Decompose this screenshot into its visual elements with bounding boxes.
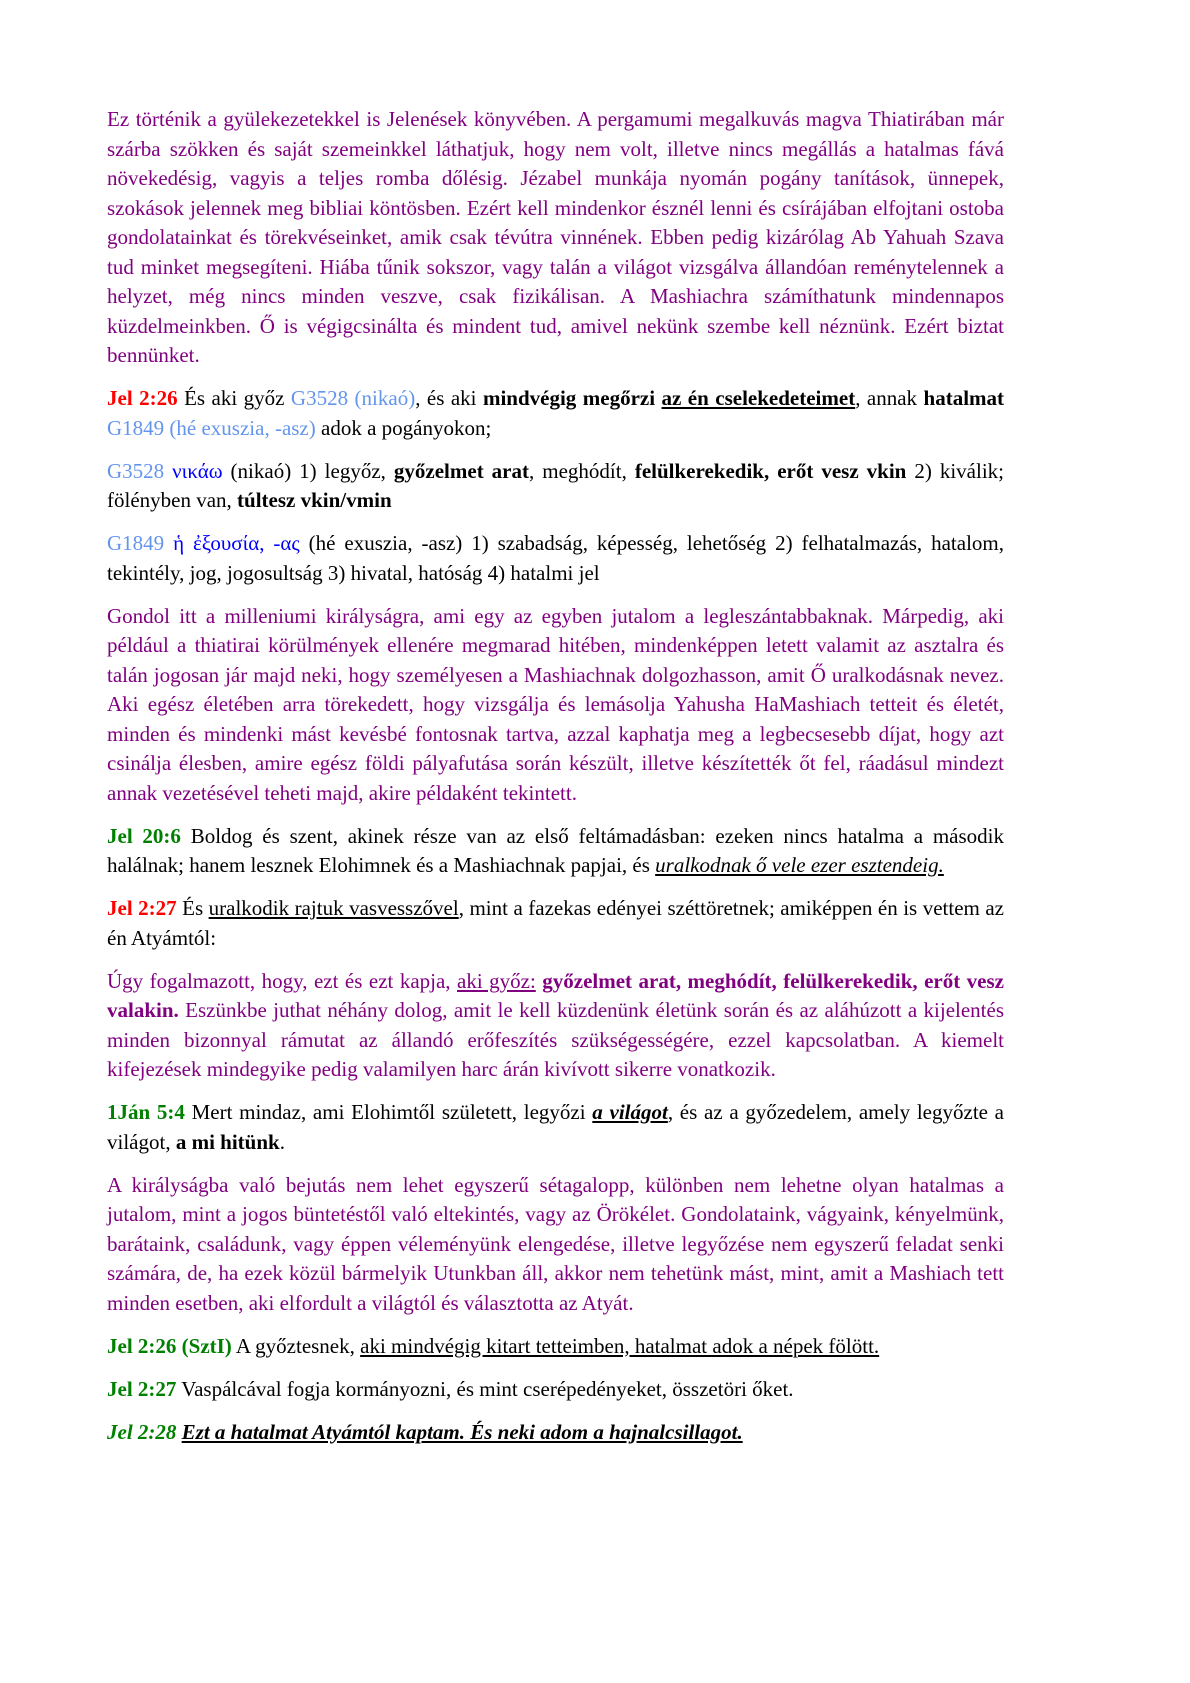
text-segment: Ezt a hatalmat Atyámtól kaptam. És neki adom a hajnalcsillagot. bbox=[181, 1419, 743, 1444]
text-segment: , és az a győzedelem, amely legyőzte a világot, bbox=[107, 1100, 1005, 1154]
text-segment: adok a pogányokon; bbox=[315, 415, 492, 440]
paragraph bbox=[107, 1171, 1004, 1319]
text-segment: győzelmet arat bbox=[393, 458, 530, 483]
text-segment: az én cselekedeteimet bbox=[661, 386, 856, 410]
text-segment: Vaspálcával fogja kormányozni, és mint cserépedényeket, összetöri őket. bbox=[176, 1376, 794, 1401]
paragraph bbox=[107, 529, 1004, 588]
text-segment: Mert mindaz, ami Elohimtől született, legyőzi bbox=[184, 1100, 593, 1124]
text-segment bbox=[164, 531, 173, 555]
paragraph bbox=[107, 822, 1004, 881]
text-segment: Ez történik a gyülekezetekkel is Jelenések könyvében. A pergamumi megalkuvás magva Thiatirában már szárba szökken és saját szemeinkkel láthatjuk, hogy nem volt, illetve nincs megállás a hatalmas fává növekedésig, vagyis a teljes romba dőlésig. Jézabel munkája nyomán pogány tanítások, ünnepek, szokások jelennek meg bibliai köntösben. Ezért kell mindenkor észnél lenni és csírájában elfojtani ostoba gondolatainkat és törekvéseinket, amik csak tévútra vinnének. Ebben pedig kizárólag Ab Yahuah Szava tud minket megsegíteni. Hiába tűnik sokszor, vagy talán a világot vizsgálva állandóan reménytelennek a helyzet, még nincs minden veszve, csak fizikálisan. A Mashiachra számíthatunk mindennapos küzdelmeinkben. Ő is végigcsinálta és mindent tud, amivel nekünk szembe kell néznünk. Ezért biztat bennünket. bbox=[107, 107, 1004, 367]
strong-reference: G1849 (hé exuszia, -asz) bbox=[107, 415, 316, 440]
text-segment bbox=[164, 459, 172, 483]
text-segment: (nikaó) 1) legyőz, bbox=[222, 458, 394, 483]
strong-reference: G3528 bbox=[107, 458, 165, 483]
paragraph bbox=[107, 1418, 1004, 1448]
text-segment: (hé exuszia, -asz) 1) szabadság, képesség, lehetőség 2) felhatalmazás, hatalom, tekintély, jog, jogosultság 3) hivatal, hatóság 4) hatalmi jel bbox=[107, 531, 1004, 585]
paragraph bbox=[107, 1332, 1004, 1362]
text-segment: A királyságba való bejutás nem lehet egyszerű sétagalopp, különben nem lehetne olyan hatalmas a jutalom, mint a jogos büntetéstől való eltekintés, vagy az Örökélet. Gondolataink, vágyaink, kényelmünk, barátaink, családunk, vagy éppen véleményünk elengedése, illetve legyőzése nem egyszerű feladat senki számára, de, ha ezek közül bármelyik Utunkban áll, akkor nem tehetünk mást, mint, amit a Mashiach tett minden esetben, aki elfordult a világtól és választotta az Atyát. bbox=[107, 1172, 1004, 1315]
verse-reference: Jel 2:26 bbox=[107, 386, 178, 410]
paragraph bbox=[107, 384, 1004, 443]
verse-reference: 1Ján 5:4 bbox=[107, 1100, 185, 1124]
text-segment: A győztesnek, bbox=[231, 1333, 361, 1358]
paragraph bbox=[107, 105, 1004, 371]
text-segment: . bbox=[279, 1129, 285, 1154]
text-segment: , annak bbox=[855, 386, 924, 410]
verse-reference: Jel 20:6 bbox=[107, 823, 181, 848]
text-segment: aki mindvégig kitart tetteimben, hatalmat adok a népek fölött. bbox=[360, 1333, 880, 1358]
paragraph bbox=[107, 894, 1004, 953]
paragraph bbox=[107, 967, 1004, 1085]
strong-reference: ἡ ἐξουσία, -ας bbox=[173, 531, 300, 555]
verse-reference: Jel 2:28 bbox=[107, 1419, 177, 1444]
strong-reference: G1849 bbox=[107, 531, 165, 555]
text-segment: mindvégig megőrzi bbox=[482, 386, 656, 410]
text-segment: , mint a fazekas edényei széttöretnek; amiképpen én is vettem az én Atyámtól: bbox=[107, 896, 1004, 950]
text-segment: uralkodik rajtuk vasvesszővel bbox=[208, 896, 459, 920]
text-segment: győzelmet arat, meghódít, felülkerekedik, erőt vesz valakin. bbox=[107, 968, 1004, 1022]
text-segment: És aki győz bbox=[177, 386, 291, 410]
text-segment: Gondol itt a milleniumi királyságra, ami egy az egyben jutalom a legleszántabbaknak. Márpedig, aki például a thiatirai körülmények ellenére megmarad hitében, mindenképpen letett valamit az asztalra és talán jogosan jár majd neki, hogy személyesen a Mashiachnak dolgozhasson, amit Ő uralkodásnak nevez. Aki egész életében arra törekedett, hogy vizsgálja és lemásolja Yahusha HaMashiach tetteit és életét, minden és mindenki mást kevésbé fontosnak tartva, azzal kaphatja meg a legbecsesebb díjat, hogy azt csinálja élesben, amire egész földi pályafutása során készült, illetve készítették őt fel, ráadásul mindezt annak vezetésével teheti majd, akire példaként tekintett. bbox=[107, 603, 1004, 805]
text-segment: túltesz vkin/vmin bbox=[237, 488, 392, 512]
text-segment: hatalmat bbox=[923, 386, 1005, 410]
text-segment: Boldog és szent, akinek része van az első feltámadásban: ezeken nincs hatalma a második halálnak; hanem lesznek Elohimnek és a Mashiachnak papjai, és bbox=[107, 823, 1004, 877]
text-segment: Eszünkbe juthat néhány dolog, amit le kell küzdenünk életünk során és az aláhúzott a kijelentés minden bizonnyal rámutat az állandó erőfeszítés szükségességére, ezzel kapcsolatban. A kiemelt kifejezések mindegyike pedig valamilyen harc árán kivívott sikerre vonatkozik. bbox=[107, 998, 1004, 1081]
verse-reference: Jel 2:27 bbox=[107, 1376, 177, 1401]
paragraph bbox=[107, 602, 1004, 809]
text-segment: felülkerekedik, erőt vesz vkin bbox=[634, 458, 907, 483]
paragraph bbox=[107, 1375, 1004, 1405]
text-segment: aki győz: bbox=[457, 968, 536, 993]
paragraph bbox=[107, 1098, 1004, 1157]
paragraph bbox=[107, 457, 1004, 516]
document-page bbox=[107, 105, 1004, 1461]
text-segment: a mi hitünk bbox=[175, 1129, 280, 1154]
verse-reference: Jel 2:26 (SztI) bbox=[107, 1333, 232, 1358]
text-segment: uralkodnak ő vele ezer esztendeig. bbox=[655, 853, 944, 877]
strong-reference: νικάω bbox=[172, 458, 223, 483]
text-segment: , meghódít, bbox=[529, 458, 635, 483]
text-segment: És bbox=[176, 896, 209, 920]
text-segment: Úgy fogalmazott, hogy, ezt és ezt kapja, bbox=[107, 968, 458, 993]
strong-reference: G3528 (nikaó) bbox=[290, 386, 416, 410]
verse-reference: Jel 2:27 bbox=[107, 896, 177, 920]
text-segment: a világot bbox=[592, 1100, 668, 1124]
text-segment: 2) kiválik; fölényben van, bbox=[107, 458, 1005, 512]
text-segment: , és aki bbox=[415, 386, 483, 410]
